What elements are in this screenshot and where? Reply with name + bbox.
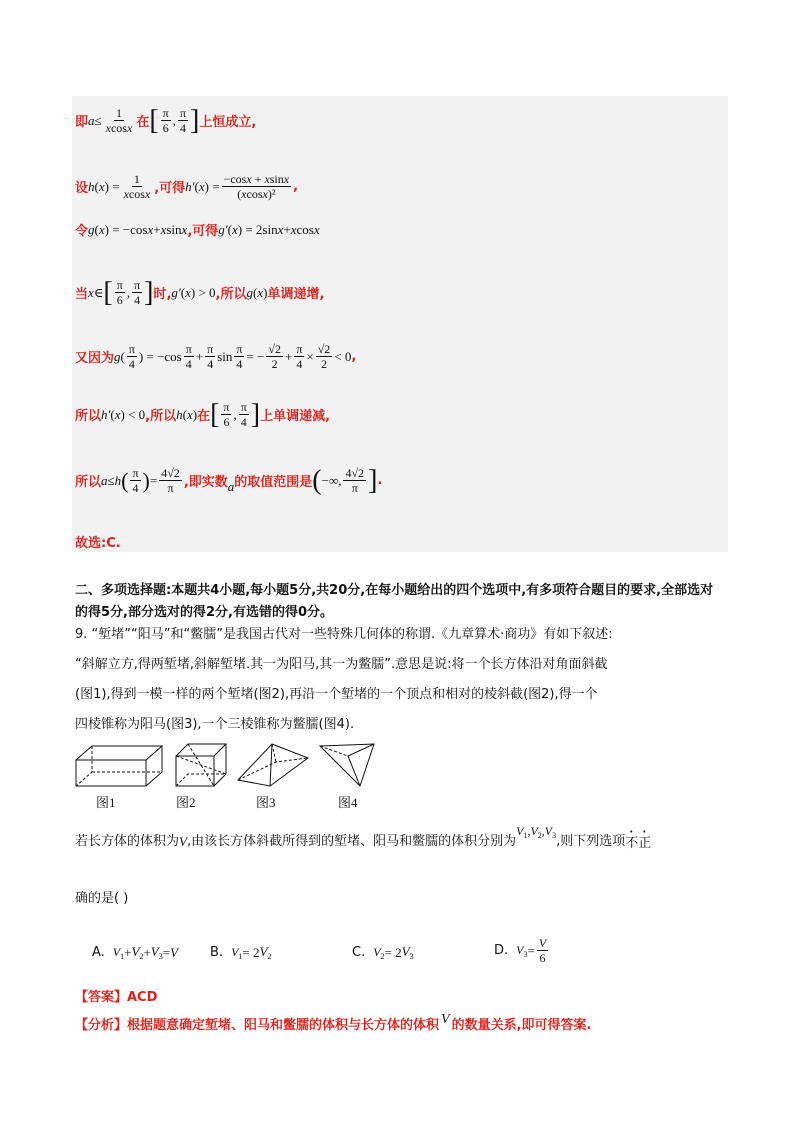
solution-line-6: 所以 h′ ( x ) < 0 ,所以 h ( x ) 在 [ $\frac{\pi}{6}$ , $\frac{\pi}{4}$ ] 上单调递减, [75, 398, 331, 430]
text: ,由该长方体斜截所得到的堑堵、阳马和鳖臑的体积分别为 [186, 833, 517, 849]
option-label: B. [210, 945, 224, 960]
text: ,则下列选项 [556, 833, 626, 849]
emphasis-text: 不正 [625, 836, 652, 851]
question-line-5: 若长方体的体积为 V ,由该长方体斜截所得到的堑堵、阳马和鳖臑的体积分别为 $V_1,V_2,V_3$ ,则下列选项 不正 [75, 828, 651, 855]
figure-label-1: 图1 [96, 795, 116, 810]
figure-1-cuboid [74, 742, 166, 788]
text: ,可得 [187, 224, 219, 239]
text: ,可得 [154, 181, 186, 196]
text: 当 [75, 287, 89, 302]
option-c[interactable]: C. $V_2$ = 2 $V_3$ [352, 944, 414, 961]
solution-line-3: 令 g ( x ) = −cos x + x sin x ,可得 g′ ( x ) = 2sin x + x cos x [75, 221, 320, 239]
text: 的数量关系,即可得答案. [451, 1018, 592, 1033]
option-label: C. [352, 945, 366, 960]
answer [75, 986, 157, 1005]
text: 上单调递减, [260, 409, 331, 424]
section-title: 二、多项选择题:本题共4小题,每小题5分,共20分,在每小题给出的四个选项中,有多项符合题目的要求,全部选对的得5分,部分选对的得2分,有选错的得0分。 [75, 583, 714, 620]
text: ,所以 [145, 409, 177, 424]
text: 【答案】ACD [75, 990, 158, 1005]
text: 确的是( ) [75, 891, 129, 906]
text: 若长方体的体积为 [75, 833, 180, 849]
figure-label-4: 图4 [338, 795, 358, 810]
option-b[interactable]: B. $V_1$ = 2 $V_2$ [210, 944, 272, 961]
option-a[interactable]: A. $V_1$ + $V_2$ + $V_3$ = V [92, 944, 179, 961]
question-line-4: 四棱锥称为阳马(图3),一个三棱锥称为鳖臑(图4). [75, 717, 355, 732]
option-label: D. [494, 943, 509, 958]
text: 【分析】根据题意确定堑堵、阳马和鳖臑的体积与长方体的体积 [75, 1018, 440, 1033]
text: , [293, 179, 299, 194]
question-line-3: (图1),得到一模一样的两个堑堵(图2),再沿一个堑堵的一个顶点和相对的棱斜截(图2),得一个 [75, 687, 598, 702]
question-line-6 [75, 888, 128, 910]
solution-line-1: 即 a ≤ $\frac{1}{xcosx}$ 在 [ $\frac{\pi}{6}$ , $\frac{\pi}{4}$ ] 上恒成立, [75, 104, 257, 136]
conclusion [75, 532, 121, 551]
question-number: 9. [75, 627, 88, 642]
option-label: A. [92, 945, 105, 960]
text: ,所以 [215, 287, 247, 302]
solution-line-4: 当 x ∈ [ $\frac{\pi}{6}$ , $\frac{\pi}{4}$ ] 时, g′ ( x ) > 0 ,所以 g ( x ) 单调递增, [75, 276, 325, 308]
text: 即 [75, 115, 89, 130]
text: 在 [197, 409, 211, 424]
option-d[interactable]: D. $V_3$ = $\frac{V}{6}$ [494, 936, 547, 965]
text: 单调递增, [267, 287, 325, 302]
text: 故选:C. [75, 536, 121, 551]
figure-label-2: 图2 [176, 795, 196, 810]
solution-line-2: 设 h ( x ) = $\frac{1}{xcosx}$ ,可得 h′ ( x ) = $\frac{-\cos x + xsinx}{\text{(xcosx)²}}$ , [75, 172, 299, 201]
text: 设 [75, 181, 89, 196]
figure-4-bienao [318, 742, 378, 788]
text: ,即实数 [183, 475, 228, 490]
figure-3-yangma [236, 742, 310, 788]
text: 时, [153, 287, 172, 302]
figure-2-qiandu [174, 742, 232, 788]
text: 所以 [75, 409, 102, 424]
question-line-2: “斜解立方,得两堑堵,斜解堑堵.其一为阳马,其一为鳖臑”.意思是说:将一个长方体沿对角面斜截 [75, 657, 608, 672]
text: “堑堵”“阳马”和“鳖臑”是我国古代对一些特殊几何体的称谓.《九章算术·商功》有如下叙述: [91, 627, 613, 642]
text: 上恒成立, [199, 115, 257, 130]
text: , [351, 349, 357, 364]
question-line-1 [75, 624, 613, 646]
text: 令 [75, 224, 89, 239]
text: 在 [136, 115, 150, 130]
figure-label-3: 图3 [256, 795, 276, 810]
text: 所以 [75, 475, 102, 490]
text: 又因为 [75, 351, 115, 366]
text: 的取值范围是 [234, 475, 313, 490]
analysis: 【分析】根据题意确定堑堵、阳马和鳖臑的体积与长方体的体积 V 的数量关系,即可得答案. [75, 1011, 592, 1033]
text: . [377, 473, 383, 488]
solution-line-7: 所以 a ≤ h ( $\frac{\pi}{4}$ ) = $\frac{4√2}{\pi}$ ,即实数 a 的取值范围是 ( −∞, $\frac{4√2}{\pi}$ ] . [75, 464, 383, 496]
solution-line-5: 又因为 g ( $\frac{\pi}{4}$ ) = −cos $\frac{\pi}{4}$ + $\frac{\pi}{4}$ sin $\frac{\pi}{4}$ = − $\frac{√2}{2}$ + $\frac{\pi}{4}$ × $\frac{√2}{2}$ < 0 , [75, 342, 357, 371]
